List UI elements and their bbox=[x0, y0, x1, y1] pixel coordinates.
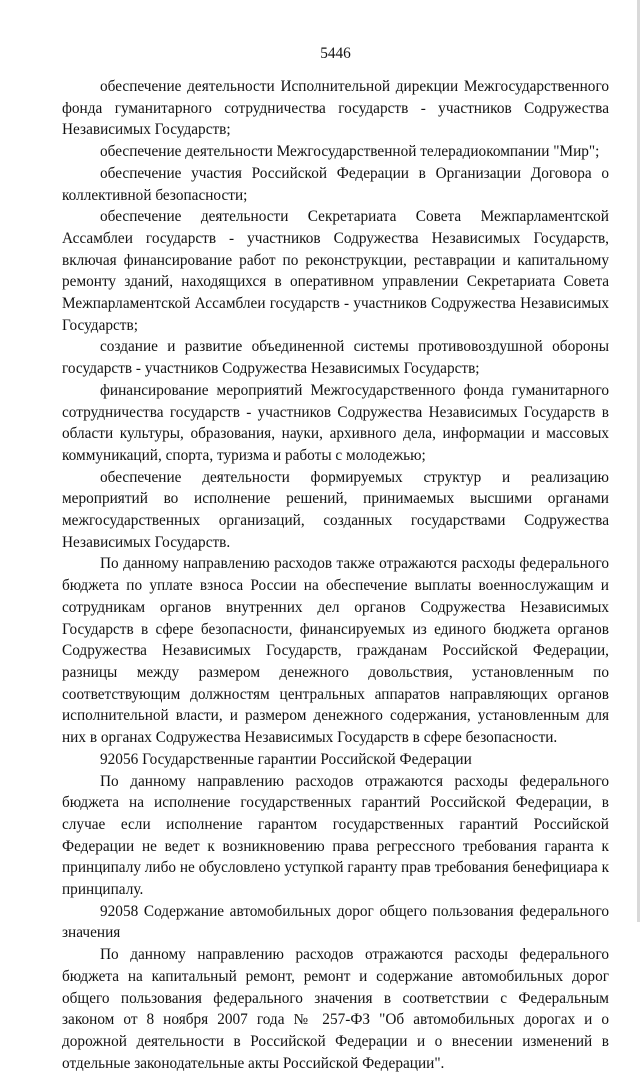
paragraph-csto-participation: обеспечение участия Российской Федерации в Организации Договора о коллективной безопасности; bbox=[62, 164, 609, 204]
heading-92056-state-guarantees: 92056 Государственные гарантии Российской Федерации bbox=[100, 750, 472, 768]
paragraph-state-guarantees: По данному направлению расходов отражаются расходы федерального бюджета на исполнение государственных гарантий Российской Федерации, в случае если исполнение гарантом государственных гарантий Российской Федерации не ведет к возникновению права регрессного требования гаранта к принципалу либо не обусловлено уступкой гаранту прав требования бенефициара к принципалу. bbox=[62, 772, 609, 899]
paragraph-decisions-implementation: обеспечение деятельности формируемых структур и реализацию мероприятий во исполнение решений, принимаемых высшими органами межгосударственных организаций, созданных государствами Содружества Независимых Государств. bbox=[62, 468, 609, 551]
page-number: 5446 bbox=[320, 45, 351, 62]
paragraph-mir-teleradio: обеспечение деятельности Межгосударственной телерадиокомпании "Мир"; bbox=[100, 143, 600, 161]
paragraph-air-defense-system: создание и развитие объединенной системы противовоздушной обороны государств - участников Содружества Независимых Государств; bbox=[62, 338, 609, 378]
paragraph-assembly-secretariat: обеспечение деятельности Секретариата Совета Межпарламентской Ассамблеи государств - участников Содружества Независимых Государств, включая финансирование работ по реконструкции, реставрации и капитальному ремонту зданий, находящихся в оперативном управлении Секретариата Совета Межпарламентской Ассамблеи государств - участников Содружества Независимых Государств; bbox=[62, 208, 609, 334]
heading-92058-road-maintenance: 92058 Содержание автомобильных дорог общего пользования федерального значения bbox=[62, 902, 609, 942]
paragraph-humanitarian-fund-events: финансирование мероприятий Межгосударственного фонда гуманитарного сотрудничества государств - участников Содружества Независимых Государств в области культуры, образования, науки, архивного дела, информации и массовых коммуникаций, спорта, туризма и работы с молодежью; bbox=[62, 381, 609, 464]
paragraph-executive-directorate: обеспечение деятельности Исполнительной дирекции Межгосударственного фонда гуманитарного сотрудничества государств - участников Содружества Независимых Государств; bbox=[62, 78, 609, 139]
paragraph-road-maintenance: По данному направлению расходов отражаются расходы федерального бюджета на капитальный ремонт, ремонт и содержание автомобильных дорог общего пользования федерального значения в соответствии с Федеральным законом от 8 ноября 2007 года № 257-ФЗ "Об автомобильных дорогах и о дорожной деятельности в Российской Федерации и о внесении изменений в отдельные законодательные акты Российской Федерации". bbox=[62, 946, 609, 1072]
paragraph-contribution-payments: По данному направлению расходов также отражаются расходы федерального бюджета по уплате взноса России на обеспечение выплаты военнослужащим и сотрудникам органов внутренних дел органов Содружества Независимых Государств в сфере безопасности, финансируемых из единого бюджета органов Содружества Независимых Государств, гражданам Российской Федерации, разницы между размером денежного довольствия, установленным по соответствующим должностям центральных аппаратов направляющих органов исполнительной власти, и размером денежного содержания, установленным для них в органах Содружества Независимых Государств в сфере безопасности. bbox=[62, 555, 609, 747]
